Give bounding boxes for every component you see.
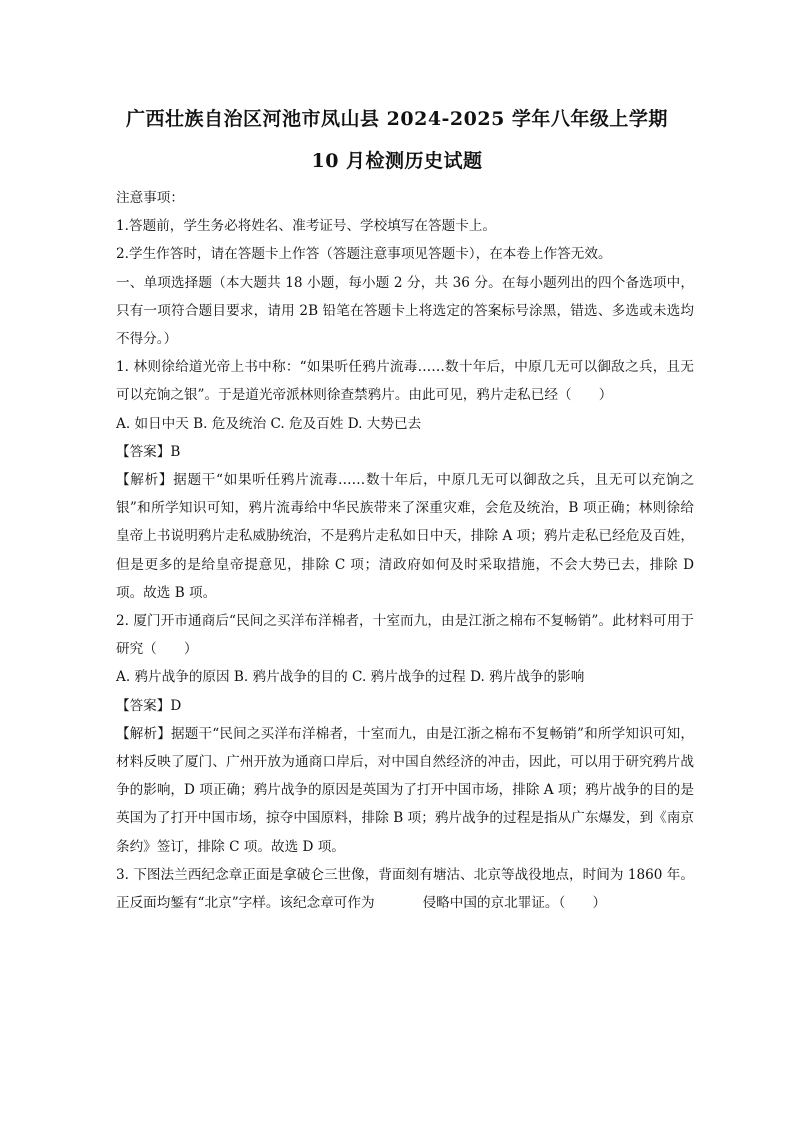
question-2-options: A. 鸦片战争的原因 B. 鸦片战争的目的 C. 鸦片战争的过程 D. 鸦片战争的影响	[116, 669, 585, 686]
question-3-stem	[116, 861, 694, 917]
notice-heading: 注意事项：	[116, 190, 184, 206]
question-2-stem: 2. 厦门开市通商后“民间之买洋布洋棉者，十室而九，由是江浙之棉布不复畅销”。此材料可用于研究（ ）	[116, 613, 694, 658]
question-2-analysis: 【解析】据题干“民间之买洋布洋棉者，十室而九，由是江浙之棉布不复畅销”和所学知识可知，材料反映了厦门、广州开放为通商口岸后，对中国自然经济的冲击，因此，可以用于研究鸦片战争的影响，D 项正确；鸦片战争的原因是英国为了打开中国市场，排除 A 项；鸦片战争的目的是英国为了打开中国市场，掠夺中国原料，排除 B 项；鸦片战争的过程是指从广东爆发，到《南京条约》签订，排除 C 项。故选 D 项。	[116, 725, 694, 855]
question-3-stem-part1: 3. 下图法兰西纪念章正面是拿破仑三世像，背面刻有塘沽、北京等战役地点，时间为 1860 年。正反面均錾有“北京”字样。该纪念章可作为	[116, 866, 694, 912]
section-intro: 一、单项选择题（本大题共 18 小题，每小题 2 分，共 36 分。在每小题列出的四个备选项中，只有一项符合题目要求，请用 2B 铅笔在答题卡上将选定的答案标号涂黑，错选、多选或未选均不得分。）	[116, 274, 694, 348]
exam-title-line2: 10 月检测历史试题	[311, 150, 483, 172]
question-1-analysis: 【解析】据题干“如果听任鸦片流毒……数十年后，中原几无可以御敌之兵，且无可以充饷之银”和所学知识可知，鸦片流毒给中华民族带来了深重灾难，会危及统治，B 项正确；林则徐给皇帝上书说明鸦片走私威胁统治，不是鸦片走私如日中天，排除 A 项；鸦片走私已经危及百姓，但是更多的是给皇帝提意见，排除 C 项；清政府如何及时采取措施，不会大势已去，排除 D 项。故选 B 项。	[116, 472, 694, 601]
question-1-answer: 【答案】B	[116, 443, 181, 460]
question-1-options: A. 如日中天 B. 危及统治 C. 危及百姓 D. 大势已去	[116, 415, 422, 432]
exam-body	[116, 184, 694, 917]
notice-item-1: 1.答题前，学生务必将姓名、准考证号、学校填写在答题卡上。	[116, 218, 496, 235]
question-1-stem: 1. 林则徐给道光帝上书中称：“如果听任鸦片流毒……数十年后，中原几无可以御敌之兵，且无可以充饷之银”。于是道光帝派林则徐查禁鸦片。由此可见，鸦片走私已经（ ）	[116, 359, 694, 404]
exam-title-line1: 广西壮族自治区河池市凤山县 2024-2025 学年八年级上学期	[126, 108, 668, 130]
notice-item-2: 2.学生作答时，请在答题卡上作答（答题注意事项见答题卡），在本卷上作答无效。	[116, 246, 612, 263]
question-3-stem-part2: 侵略中国的京北罪证。（ ）	[422, 895, 607, 912]
question-2-answer: 【答案】D	[116, 697, 182, 714]
